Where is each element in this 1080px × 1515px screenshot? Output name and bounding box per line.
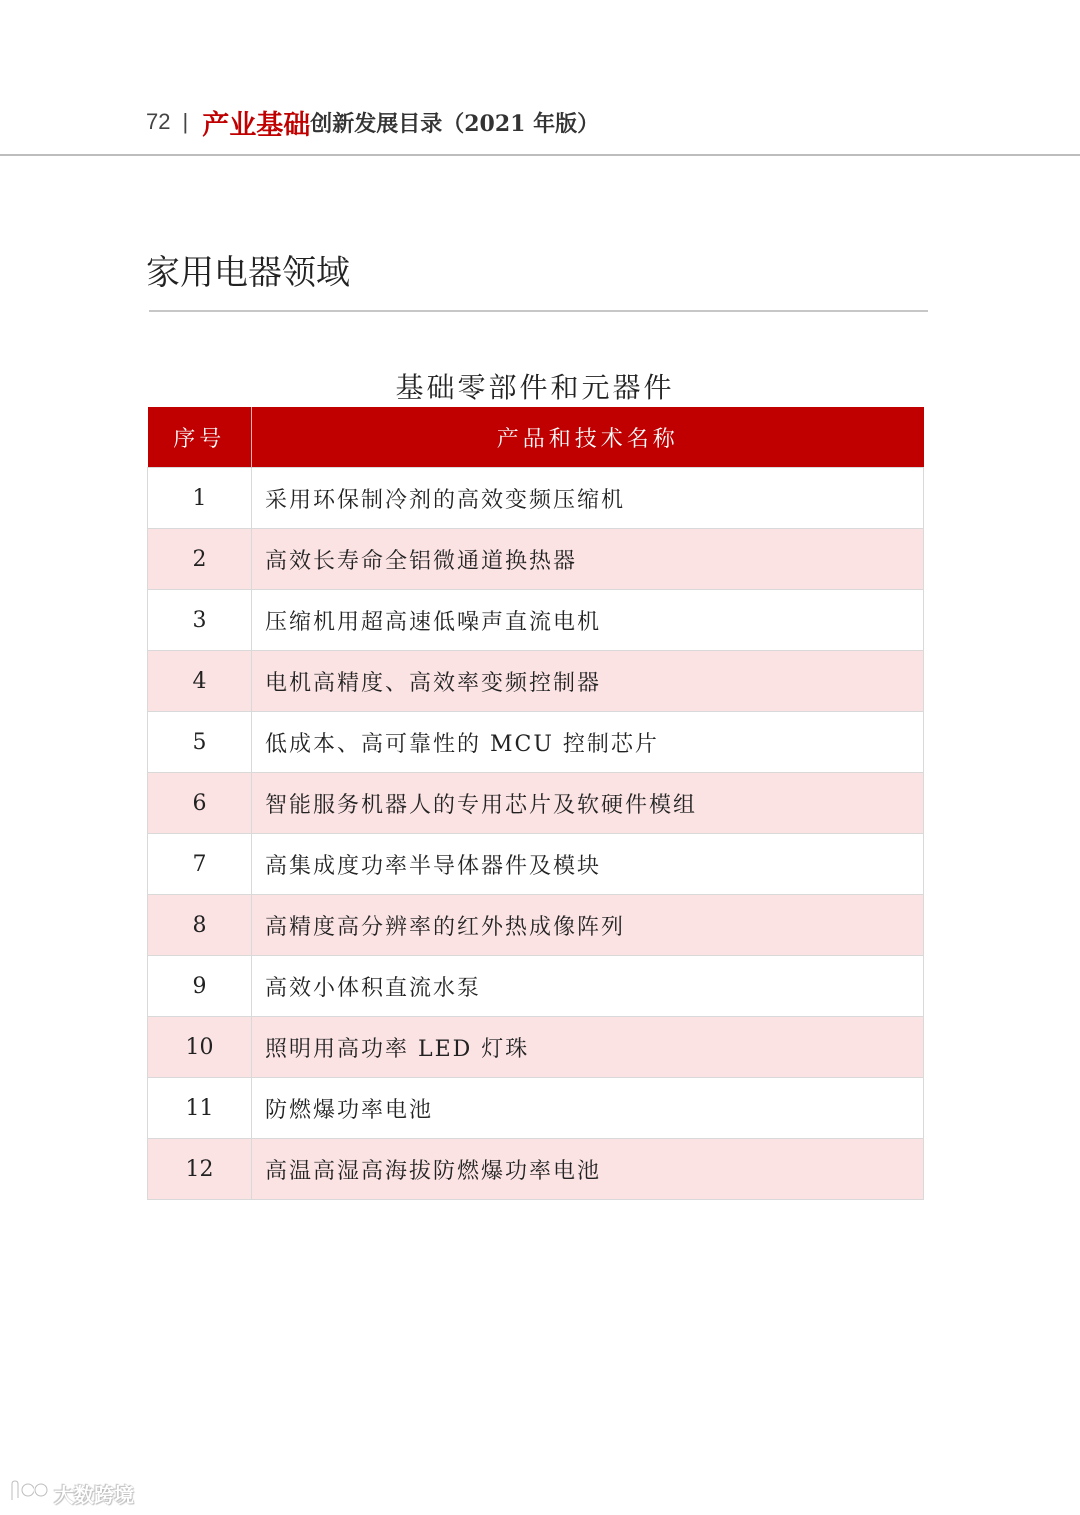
header-divider: [0, 154, 1080, 156]
row-number: 1: [148, 468, 252, 529]
table-row: [148, 468, 924, 529]
watermark: [8, 1477, 134, 1509]
row-product-name: 低成本、高可靠性的 MCU 控制芯片: [252, 712, 924, 773]
row-product-name: 高效长寿命全铝微通道换热器: [252, 529, 924, 590]
table-row: [148, 956, 924, 1017]
book-title-rest: 创新发展目录（2021 年版）: [310, 110, 600, 137]
column-header-number: 序号: [148, 407, 252, 468]
table-title: 基础零部件和元器件: [395, 371, 675, 404]
row-product-name: 压缩机用超高速低噪声直流电机: [252, 590, 924, 651]
row-number: 2: [148, 529, 252, 590]
row-product-name: 防燃爆功率电池: [252, 1078, 924, 1139]
row-number: 9: [148, 956, 252, 1017]
row-number: 4: [148, 651, 252, 712]
table-row: [148, 1078, 924, 1139]
row-number: 11: [148, 1078, 252, 1139]
table-row: [148, 895, 924, 956]
book-title-highlight: 产业基础: [202, 109, 311, 141]
section-divider: [149, 310, 928, 312]
table-row: [148, 1017, 924, 1078]
header-separator: |: [182, 109, 189, 134]
table-row: [148, 834, 924, 895]
row-number: 7: [148, 834, 252, 895]
row-number: 3: [148, 590, 252, 651]
row-number: 6: [148, 773, 252, 834]
row-product-name: 电机高精度、高效率变频控制器: [252, 651, 924, 712]
row-product-name: 高集成度功率半导体器件及模块: [252, 834, 924, 895]
row-product-name: 照明用高功率 LED 灯珠: [252, 1017, 924, 1078]
page-number: 72: [146, 109, 171, 134]
table-row: [148, 529, 924, 590]
row-number: 8: [148, 895, 252, 956]
column-header-name: 产品和技术名称: [252, 407, 924, 468]
row-product-name: 高精度高分辨率的红外热成像阵列: [252, 895, 924, 956]
row-product-name: 高温高湿高海拔防燃爆功率电池: [252, 1139, 924, 1200]
section-title: 家用电器领域: [146, 253, 350, 293]
table-row: [148, 773, 924, 834]
table-row: [148, 1139, 924, 1200]
row-product-name: 智能服务机器人的专用芯片及软硬件模组: [252, 773, 924, 834]
row-product-name: 采用环保制冷剂的高效变频压缩机: [252, 468, 924, 529]
row-number: 5: [148, 712, 252, 773]
row-product-name: 高效小体积直流水泵: [252, 956, 924, 1017]
watermark-text: 大数跨境: [54, 1482, 134, 1507]
row-number: 12: [148, 1139, 252, 1200]
table-row: [148, 651, 924, 712]
page-header: [146, 100, 599, 144]
row-number: 10: [148, 1017, 252, 1078]
table-header-row: [148, 407, 924, 468]
logo-icon: [8, 1478, 50, 1508]
product-table: [147, 407, 924, 1200]
table-row: [148, 712, 924, 773]
table-row: [148, 590, 924, 651]
